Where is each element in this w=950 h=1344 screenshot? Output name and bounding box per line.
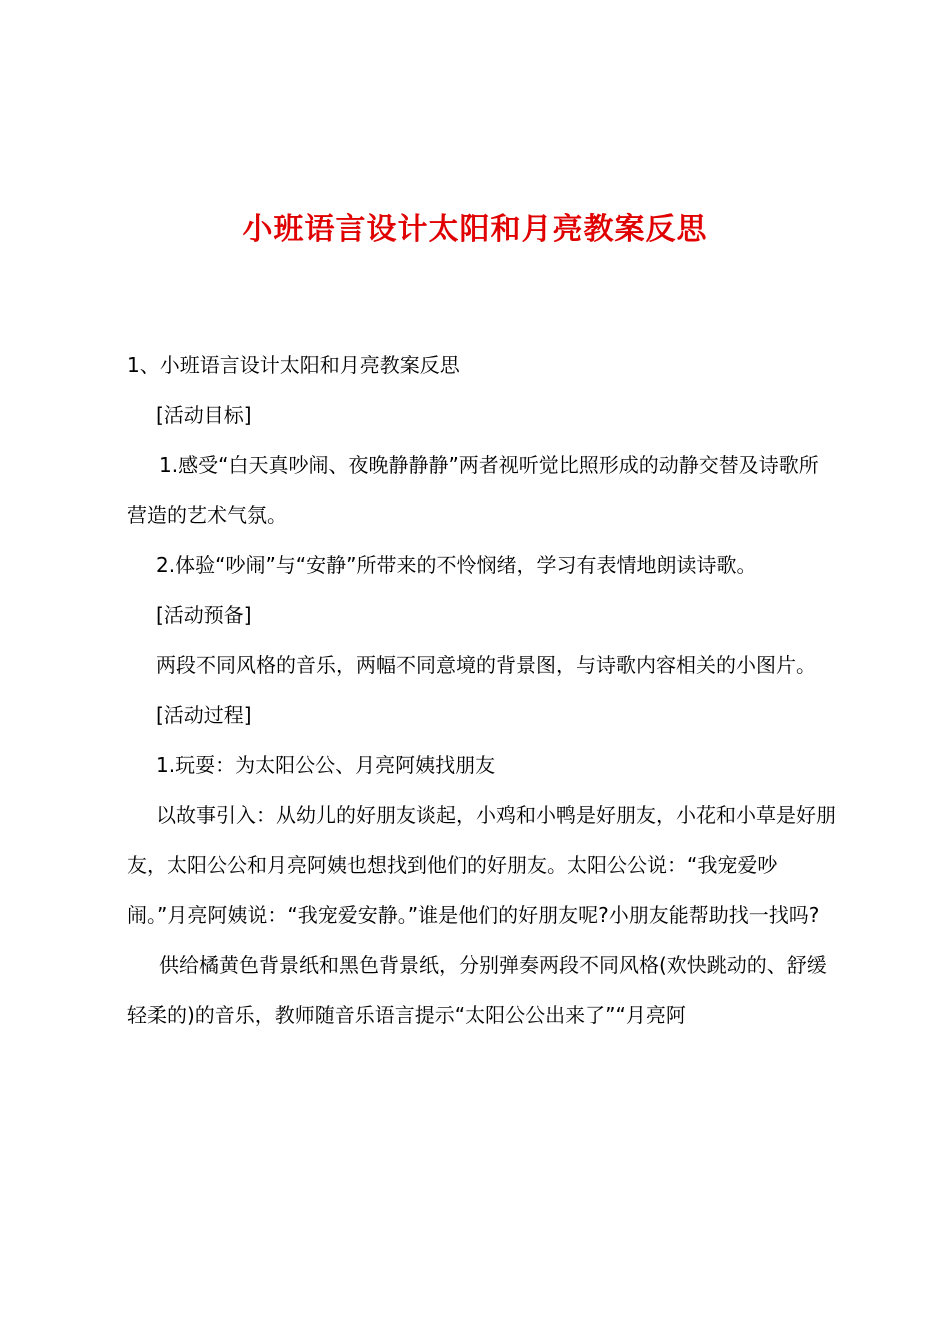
document-title: 小班语言设计太阳和月亮教案反思 <box>242 212 708 247</box>
goal-paragraph-2: 2.体验“吵闹”与“安静”所带来的不怜悯绪，学习有表情地朗读诗歌。 <box>156 553 757 577</box>
activity-process-heading: [活动过程] <box>156 703 252 727</box>
document-body <box>127 340 837 1040</box>
goal-paragraph-1: 1.感受“白天真吵闹、夜晚静静静”两者视听觉比照形成的动静交替及诗歌所营造的艺术气氛。 <box>127 453 819 527</box>
section-heading: 1、小班语言设计太阳和月亮教案反思 <box>127 353 460 377</box>
process-step-1: 1.玩耍：为太阳公公、月亮阿姨找朋友 <box>156 753 496 777</box>
preparation-paragraph: 两段不同风格的音乐，两幅不同意境的背景图，与诗歌内容相关的小图片。 <box>156 653 816 677</box>
story-intro-paragraph: 以故事引入：从幼儿的好朋友谈起，小鸡和小鸭是好朋友，小花和小草是好朋友，太阳公公和月亮阿姨也想找到他们的好朋友。太阳公公说：“我宠爱吵闹。”月亮阿姨说：“我宠爱安静。”谁是他们的好朋友呢?小朋友能帮助找一找吗? <box>127 803 836 927</box>
materials-paragraph: 供给橘黄色背景纸和黑色背景纸，分别弹奏两段不同风格(欢快跳动的、舒缓轻柔的)的音乐，教师随音乐语言提示“太阳公公出来了”“月亮阿 <box>127 953 827 1027</box>
activity-goals-heading: [活动目标] <box>156 403 252 427</box>
activity-preparation-heading: [活动预备] <box>156 603 252 627</box>
